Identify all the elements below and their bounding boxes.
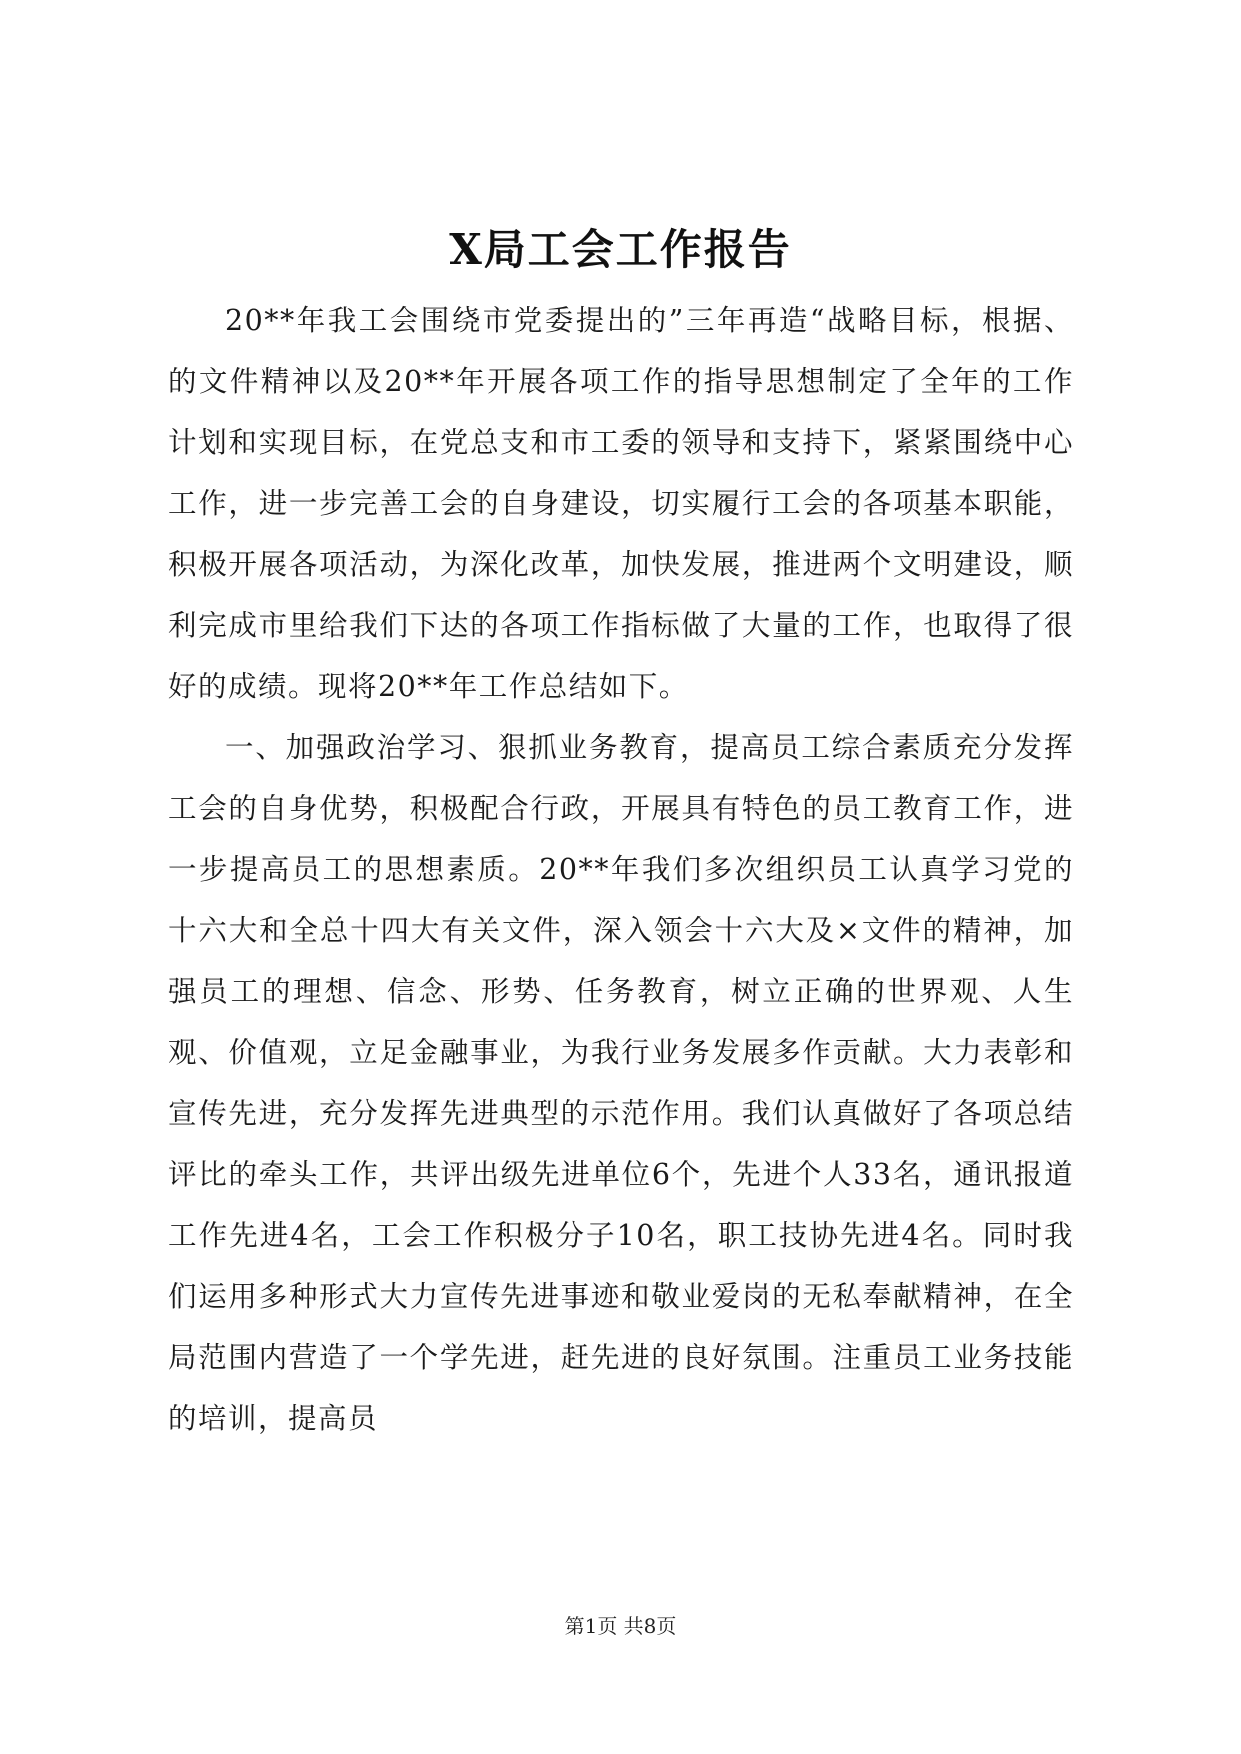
document-body — [168, 290, 1074, 1449]
page-number-footer: 第1页 共8页 — [564, 1614, 677, 1638]
document-title: X局工会工作报告 — [449, 225, 792, 274]
paragraph-section-one: 一、加强政治学习、狠抓业务教育，提高员工综合素质充分发挥工会的自身优势，积极配合行政，开展具有特色的员工教育工作，进一步提高员工的思想素质。20**年我们多次组织员工认真学习党的十六大和全总十四大有关文件，深入领会十六大及×文件的精神，加强员工的理想、信念、形势、任务教育，树立正确的世界观、人生观、价值观，立足金融事业，为我行业务发展多作贡献。大力表彰和宣传先进，充分发挥先进典型的示范作用。我们认真做好了各项总结评比的牵头工作，共评出级先进单位6个，先进个人33名，通讯报道工作先进4名，工会工作积极分子10名，职工技协先进4名。同时我们运用多种形式大力宣传先进事迹和敬业爱岗的无私奉献精神，在全局范围内营造了一个学先进，赶先进的良好氛围。注重员工业务技能的培训，提高员 — [168, 731, 1074, 1435]
paragraph-intro: 20**年我工会围绕市党委提出的”三年再造“战略目标，根据、的文件精神以及20**年开展各项工作的指导思想制定了全年的工作计划和实现目标，在党总支和市工委的领导和支持下，紧紧围绕中心工作，进一步完善工会的自身建设，切实履行工会的各项基本职能，积极开展各项活动，为深化改革，加快发展，推进两个文明建设，顺利完成市里给我们下达的各项工作指标做了大量的工作，也取得了很好的成绩。现将20**年工作总结如下。 — [168, 304, 1074, 703]
